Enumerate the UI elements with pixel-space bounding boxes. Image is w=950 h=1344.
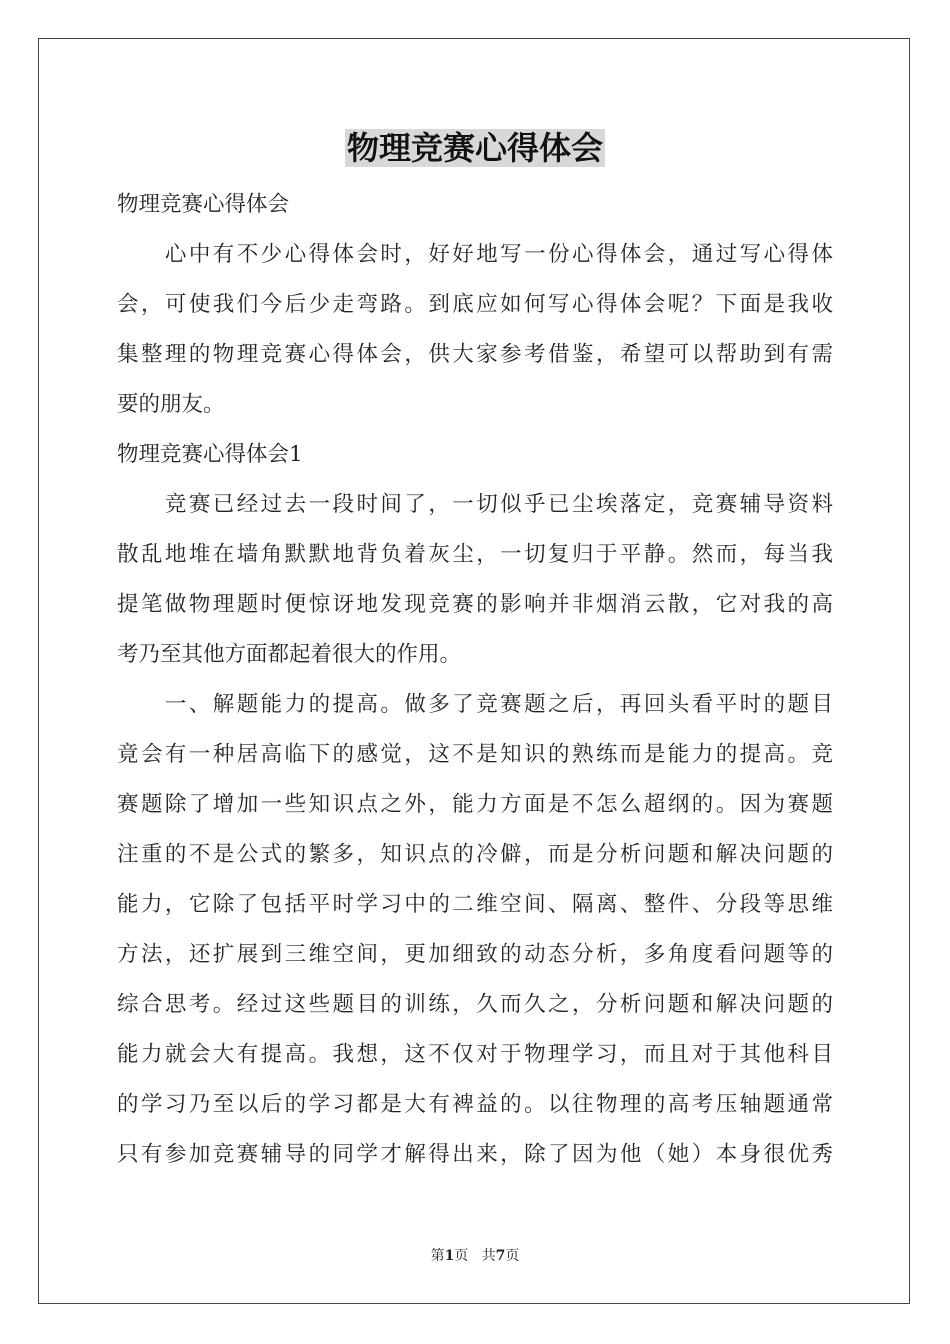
text-line: 散乱地堆在墙角默默地背负着灰尘，一切复归于平静。然而，每当我	[117, 542, 833, 567]
text-line: 集整理的物理竞赛心得体会，供大家参考借鉴，希望可以帮助到有需	[117, 342, 833, 367]
text-line: 心中有不少心得体会时，好好地写一份心得体会，通过写心得体	[117, 242, 833, 267]
text-line: 能力，它除了包括平时学习中的二维空间、隔离、整件、分段等思维	[117, 892, 833, 917]
page-footer	[0, 1245, 950, 1265]
text-line: 注重的不是公式的繁多，知识点的冷僻，而是分析问题和解决问题的	[117, 842, 833, 867]
text-line: 要的朋友。	[117, 392, 225, 417]
text-line: 一、解题能力的提高。做多了竞赛题之后，再回头看平时的题目	[117, 692, 833, 717]
text-line: 方法，还扩展到三维空间，更加细致的动态分析，多角度看问题等的	[117, 942, 833, 967]
text-line: 提笔做物理题时便惊讶地发现竞赛的影响并非烟消云散，它对我的高	[117, 592, 833, 617]
text-line: 的学习乃至以后的学习都是大有裨益的。以往物理的高考压轴题通常	[117, 1092, 833, 1117]
text-line: 竞赛已经过去一段时间了，一切似乎已尘埃落定，竞赛辅导资料	[117, 492, 833, 517]
footer-total-suffix: 页	[505, 1248, 520, 1264]
document-title	[0, 126, 950, 170]
text-line: 物理竞赛心得体会1	[117, 442, 303, 467]
footer-total-pages: 7	[495, 1248, 506, 1264]
text-line: 赛题除了增加一些知识点之外，能力方面是不怎么超纲的。因为赛题	[117, 792, 833, 817]
document-title-text: 物理竞赛心得体会	[346, 129, 603, 167]
text-line: 会，可使我们今后少走弯路。到底应如何写心得体会呢？下面是我收	[117, 292, 833, 317]
text-line: 竟会有一种居高临下的感觉，这不是知识的熟练而是能力的提高。竞	[117, 742, 833, 767]
text-line: 物理竞赛心得体会	[117, 192, 290, 217]
footer-page-prefix: 第	[430, 1248, 445, 1264]
text-line: 考乃至其他方面都起着很大的作用。	[117, 642, 462, 667]
footer-page-number: 1	[444, 1248, 455, 1264]
document-body	[117, 180, 833, 1180]
footer-total-prefix: 共	[481, 1248, 496, 1264]
text-line: 综合思考。经过这些题目的训练，久而久之，分析问题和解决问题的	[117, 992, 833, 1017]
text-line: 只有参加竞赛辅导的同学才解得出来，除了因为他（她）本身很优秀	[117, 1142, 833, 1167]
text-line: 能力就会大有提高。我想，这不仅对于物理学习，而且对于其他科目	[117, 1042, 833, 1067]
footer-page-suffix: 页	[454, 1248, 469, 1264]
